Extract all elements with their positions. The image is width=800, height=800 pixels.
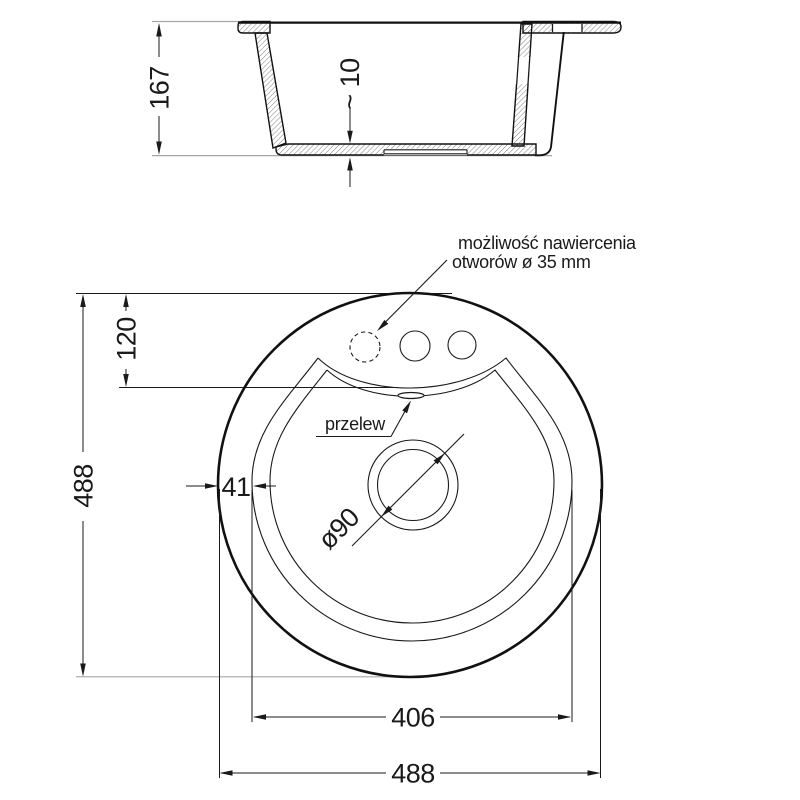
dim-41-arrow-left bbox=[253, 483, 266, 489]
dim-488v-arrow-up bbox=[80, 294, 86, 307]
sink-outer-edge bbox=[218, 293, 602, 677]
bowl-inner-edge bbox=[270, 370, 554, 623]
dim-10-arrow-up bbox=[347, 157, 353, 170]
dim-167-label: 167 bbox=[144, 66, 175, 110]
drill-note-callout bbox=[377, 233, 637, 331]
dim-406-arrow-right bbox=[558, 714, 571, 720]
dim-120-label: 120 bbox=[111, 317, 142, 361]
section-left-wall bbox=[255, 33, 286, 148]
dim-488v-label: 488 bbox=[68, 464, 99, 508]
dim-167-arrow-up bbox=[156, 23, 162, 37]
section-outer-shell bbox=[535, 30, 564, 155]
dim-10-arrow-down bbox=[347, 131, 353, 144]
dim-90-label: ø90 bbox=[312, 502, 366, 556]
overflow-arrow bbox=[402, 401, 411, 414]
dim-406-label: 406 bbox=[391, 702, 435, 733]
dim-488v-arrow-down bbox=[80, 664, 86, 677]
drill-note-line1: możliwość nawiercenia bbox=[458, 233, 636, 253]
dim-488h-arrow-right bbox=[588, 770, 601, 776]
dim-406 bbox=[252, 490, 572, 733]
cross-section-view bbox=[145, 22, 622, 188]
bowl-outer-edge bbox=[252, 358, 572, 641]
dim-drain bbox=[312, 434, 464, 555]
dim-41 bbox=[186, 470, 276, 502]
dim-406-arrow-left bbox=[253, 714, 266, 720]
drill-note-line2: otworów ø 35 mm bbox=[452, 252, 591, 272]
dim-41-arrow-right bbox=[205, 483, 218, 489]
dim-488h-arrow-left bbox=[220, 770, 233, 776]
dim-167 bbox=[145, 23, 175, 155]
section-tap-hole bbox=[553, 24, 583, 32]
faucet-hole-right bbox=[448, 331, 476, 359]
dim-488h-label: 488 bbox=[391, 758, 435, 789]
dim-41-label: 41 bbox=[221, 472, 251, 502]
overflow-label: przelew bbox=[325, 414, 385, 434]
dim-bottom-thickness bbox=[335, 58, 365, 187]
dim-167-arrow-down bbox=[156, 142, 162, 155]
drillable-faucet-hole bbox=[350, 332, 380, 362]
overflow-callout bbox=[316, 401, 411, 437]
top-view bbox=[69, 233, 638, 789]
overflow-slot bbox=[398, 393, 424, 399]
dim-120 bbox=[112, 294, 142, 387]
section-right-wall bbox=[512, 24, 532, 146]
dim-10-label: ~ 10 bbox=[335, 58, 365, 110]
dim-488-vertical bbox=[69, 294, 99, 677]
dim-120-arrow-down bbox=[123, 374, 129, 387]
faucet-hole-middle bbox=[400, 331, 430, 361]
dim-120-arrow-up bbox=[123, 294, 129, 307]
